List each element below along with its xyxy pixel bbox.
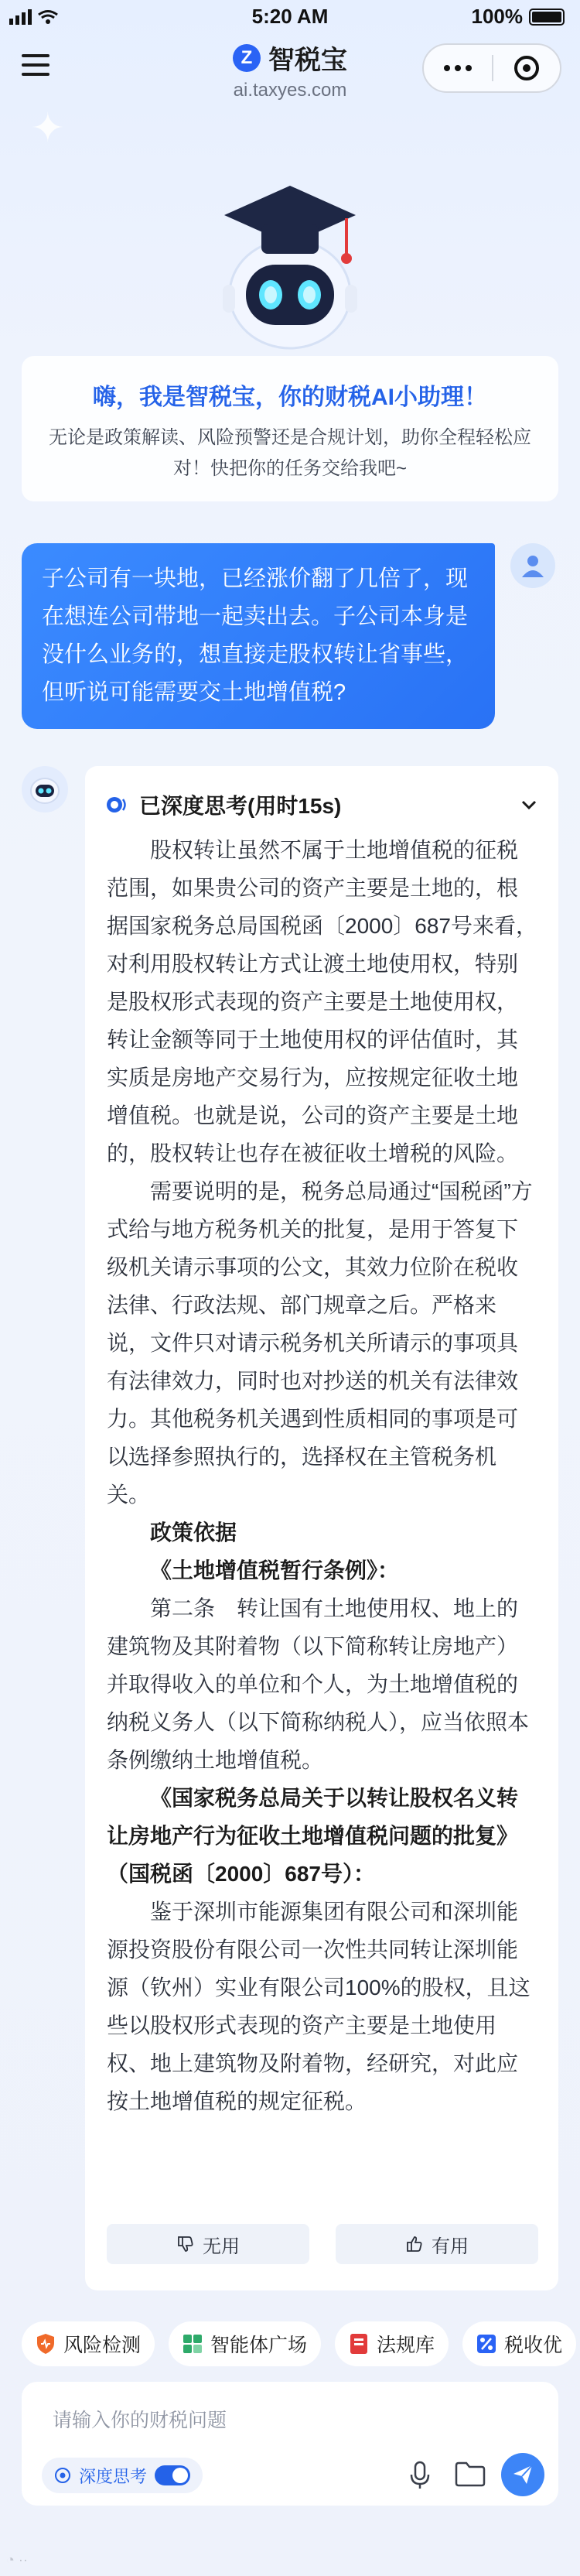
deep-think-icon xyxy=(54,2467,71,2484)
answer-text xyxy=(107,831,538,2120)
thinking-label: 已深度思考(用时15s) xyxy=(139,794,342,818)
grid-icon xyxy=(183,2334,203,2354)
welcome-card xyxy=(22,356,558,501)
answer-paragraph: 第二条 转让国有土地使用权、地上的建筑物及其附着物（以下简称转让房地产）并取得收入的单位和个人，为土地增值税的纳税义务人（以下简称纳税人），应当依照本条例缴纳土地增值税。 xyxy=(107,1596,530,1772)
regulation-title: 《国家税务总局关于以转让股权名义转让房地产行为征收土地增值税问题的批复》（国税函〔2000〕687号）： xyxy=(107,1786,519,1886)
watermark-icon: ◔ ·· xyxy=(6,2552,28,2567)
user-avatar-icon xyxy=(510,543,555,588)
user-message-bubble: 子公司有一块地，已经涨价翻了几倍了，现在想连公司带地一起卖出去。子公司本身是没什么业务的，想直接走股权转让省事些，但听说可能需要交土地增值税? xyxy=(22,543,495,729)
thinking-header[interactable] xyxy=(105,789,538,820)
deep-think-icon xyxy=(105,795,128,815)
welcome-subtitle: 无论是政策解读、风险预警还是合规计划，助你全程轻松应 对！快把你的任务交给我吧~ xyxy=(49,427,531,479)
answer-paragraph: 需要说明的是，税务总局通过“国税函”方式给与地方税务机关的批复，是用于答复下级机关请示事项的公文，其效力位阶在税收法律、行政法规、部门规章之后。严格来说，文件只对请示税务机关所请示的事项具有法律效力，同时也对抄送的机关有法律效力。其他税务机关遇到性质相同的事项是可以选择参照执行的，选择权在主管税务机关。 xyxy=(107,1179,533,1507)
answer-card xyxy=(85,766,558,2290)
app-logo-icon: Z xyxy=(233,44,261,72)
chip-tax-preference[interactable]: 税收优 xyxy=(462,2321,576,2366)
shield-heart-icon xyxy=(36,2333,56,2355)
more-icon[interactable] xyxy=(424,65,492,71)
dislike-button[interactable]: 无用 xyxy=(107,2224,309,2264)
answer-paragraph: 鉴于深圳市能源集团有限公司和深圳能源投资股份有限公司一次性共同转让深圳能源（钦州）实业有限公司100%的股权，且这些以股权形式表现的资产主要是土地使用权、地上建筑物及附着物，经研究，对此应按土地增值税的规定征税。 xyxy=(107,1900,531,2113)
sparkle-icon: ✦ xyxy=(31,106,65,151)
question-input[interactable]: 请输入你的财税问题 xyxy=(53,2410,227,2431)
welcome-title: 嗨，我是智税宝，你的财税AI小助理！ xyxy=(93,385,487,410)
deep-think-toggle[interactable]: 深度思考 xyxy=(42,2458,203,2493)
thumbs-up-icon xyxy=(405,2235,424,2253)
status-bar xyxy=(0,0,580,34)
tool-chip-row xyxy=(22,2321,580,2368)
app-name: 智税宝 xyxy=(268,46,347,75)
folder-icon[interactable] xyxy=(455,2461,486,2491)
bot-avatar-icon xyxy=(22,766,68,812)
paper-plane-icon xyxy=(511,2463,534,2486)
percent-icon xyxy=(476,2334,496,2354)
chat-input-panel xyxy=(22,2382,558,2506)
like-button[interactable]: 有用 xyxy=(336,2224,538,2264)
chip-law-library[interactable]: 法规库 xyxy=(335,2321,449,2366)
chip-risk-detection[interactable]: 风险检测 xyxy=(22,2321,155,2366)
chevron-down-icon[interactable] xyxy=(520,799,538,811)
thumbs-down-icon xyxy=(176,2235,195,2253)
law-book-icon xyxy=(349,2333,369,2355)
app-url: ai.taxyes.com xyxy=(233,80,347,101)
robot-mascot-icon xyxy=(201,178,379,356)
deep-think-switch[interactable] xyxy=(155,2465,190,2485)
status-time: 5:20 AM xyxy=(251,5,329,28)
chip-agent-plaza[interactable]: 智能体广场 xyxy=(169,2321,321,2366)
feedback-row xyxy=(107,2224,538,2264)
battery-percent: 100% xyxy=(471,5,523,28)
answer-paragraph: 股权转让虽然不属于土地增值税的征税范围，如果贵公司的资产主要是土地的，根据国家税务总局国税函〔2000〕687号来看，对利用股权转让方式让渡土地使用权，特别是股权形式表现的资产主要是土地使用权，转让金额等同于土地使用权的评估值时，其实质是房地产交易行为，应按规定征收土地增值税。也就是说，公司的资产主要是土地的，股权转让也存在被征收土增税的风险。 xyxy=(107,838,538,1165)
microphone-icon[interactable] xyxy=(408,2461,432,2494)
battery-icon xyxy=(529,9,565,26)
policy-basis-heading: 政策依据 xyxy=(150,1521,237,1545)
close-target-icon[interactable] xyxy=(493,56,560,80)
send-button[interactable] xyxy=(501,2453,544,2496)
miniprogram-capsule xyxy=(422,43,561,93)
regulation-title: 《土地增值税暂行条例》： xyxy=(150,1558,400,1582)
